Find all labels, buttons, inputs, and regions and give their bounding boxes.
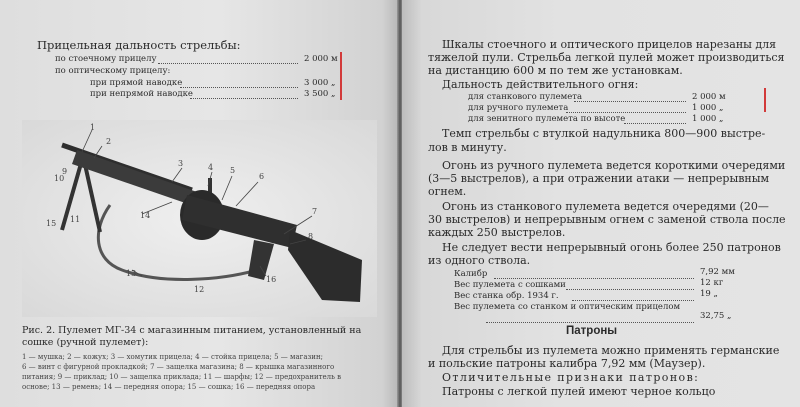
left-page — [0, 0, 398, 407]
spec-label: Вес пулемета с сошками — [454, 280, 566, 290]
spec-value: 12 кг — [700, 278, 724, 288]
range-label: по стоечному прицелу — [55, 54, 157, 64]
figure-callout: 13 — [126, 269, 137, 278]
leader-dots — [572, 300, 694, 301]
paragraph-line: Не следует вести непрерывный огонь более 250 патронов — [442, 241, 781, 254]
effective-range-value: 1 000 „ — [692, 114, 724, 124]
red-margin-mark — [764, 88, 766, 112]
paragraph-line: Огонь из станкового пулемета ведется очередями (20— — [442, 200, 769, 213]
figure-callout: 7 — [312, 207, 318, 216]
figure-callout: 2 — [106, 137, 112, 146]
paragraph-line: Шкалы стоечного и оптического прицелов нарезаны для — [442, 38, 777, 51]
paragraph-line: 30 выстрелов) и непрерывным огнем с заменой ствола после — [428, 213, 786, 226]
spec-value: 32,75 „ — [700, 311, 732, 321]
range-value: 3 500 „ — [304, 89, 336, 99]
spec-label: Калибр — [454, 269, 488, 279]
range-title: Прицельная дальность стрельбы: — [37, 38, 241, 52]
figure-callout: 1 — [90, 123, 96, 132]
paragraph-line: из одного ствола. — [428, 254, 531, 267]
paragraph-line: и польские патроны калибра 7,92 мм (Маузер). — [428, 357, 706, 370]
range-value: 3 000 „ — [304, 78, 336, 88]
leader-dots — [566, 112, 686, 113]
paragraph-line: огнем. — [428, 185, 467, 198]
paragraph-line: Огонь из ручного пулемета ведется короткими очередями — [442, 159, 786, 172]
figure-caption: Рис. 2. Пулемет МГ-34 с магазинным питанием, установленный на — [22, 325, 362, 336]
figure-callout: 15 — [46, 219, 57, 228]
range-value: 2 000 м — [304, 54, 338, 64]
figure-legend-line: питания; 9 — приклад; 10 — защелка приклада; 11 — шарфы; 12 — предохранитель в — [22, 373, 342, 381]
machine-gun-figure — [22, 120, 377, 317]
leader-dots — [158, 63, 298, 64]
right-page — [402, 0, 800, 407]
leader-dots — [486, 322, 694, 323]
effective-range-title: Дальность действительного огня: — [442, 78, 639, 91]
paragraph-line: тяжелой пули. Стрельба легкой пулей может производиться — [428, 51, 785, 64]
effective-range-label: для зенитного пулемета по высоте — [468, 114, 626, 124]
paragraph-line: Темп стрельбы с втулкой надульника 800—900 выстре- — [442, 127, 766, 140]
range-label: по оптическому прицелу: — [55, 66, 171, 76]
figure-callout: 11 — [70, 215, 81, 224]
effective-range-label: для станкового пулемета — [468, 92, 583, 102]
figure-legend-line: 6 — винт с фигурной прокладкой; 7 — защелка магазина; 8 — крышка магазинного — [22, 363, 335, 371]
leader-dots — [190, 98, 298, 99]
figure-callout: 16 — [266, 275, 277, 284]
figure-callout: 8 — [308, 232, 314, 241]
figure-legend-line: 1 — мушка; 2 — кожух; 3 — хомутик прицела; 4 — стойка прицела; 5 — магазин; — [22, 353, 323, 361]
figure-callout: 9 — [62, 167, 68, 176]
figure-callout: 3 — [178, 159, 184, 168]
effective-range-value: 2 000 м — [692, 92, 726, 102]
spec-value: 19 „ — [700, 289, 718, 299]
figure-callout: 14 — [140, 211, 151, 220]
figure-caption: сошке (ручной пулемет): — [22, 337, 149, 348]
leader-dots — [494, 278, 694, 279]
effective-range-value: 1 000 „ — [692, 103, 724, 113]
leader-dots — [566, 289, 694, 290]
signs-title: Отличительные признаки патронов: — [442, 371, 700, 384]
figure-callout: 6 — [259, 172, 265, 181]
paragraph-line: каждых 250 выстрелов. — [428, 226, 566, 239]
range-label: при прямой наводке — [90, 78, 183, 88]
red-margin-mark — [340, 52, 342, 100]
leader-dots — [574, 101, 686, 102]
leader-dots — [624, 123, 686, 124]
range-label: при непрямой наводке — [90, 89, 193, 99]
figure-callout: 4 — [208, 163, 214, 172]
section-heading: Патроны — [566, 325, 618, 337]
figure-callout: 12 — [194, 285, 205, 294]
figure-callout: 5 — [230, 166, 236, 175]
spec-label: Вес пулемета со станком и оптическим прицелом — [454, 302, 681, 312]
spec-value: 7,92 мм — [700, 267, 735, 277]
spec-label: Вес станка обр. 1934 г. — [454, 291, 559, 301]
paragraph-line: лов в минуту. — [428, 141, 507, 154]
paragraph-line: Патроны с легкой пулей имеют черное кольцо — [442, 385, 716, 398]
leader-dots — [180, 87, 298, 88]
paragraph-line: Для стрельбы из пулемета можно применять германские — [442, 344, 780, 357]
figure-callout: 10 — [54, 174, 65, 183]
paragraph-line: (3—5 выстрелов), а при отражении атаки — непрерывным — [428, 172, 770, 185]
effective-range-label: для ручного пулемета — [468, 103, 569, 113]
figure-legend-line: основе; 13 — ремень; 14 — передняя опора; 15 — сошка; 16 — передняя опора — [22, 383, 316, 391]
paragraph-line: на дистанцию 600 м по тем же установкам. — [428, 64, 683, 77]
